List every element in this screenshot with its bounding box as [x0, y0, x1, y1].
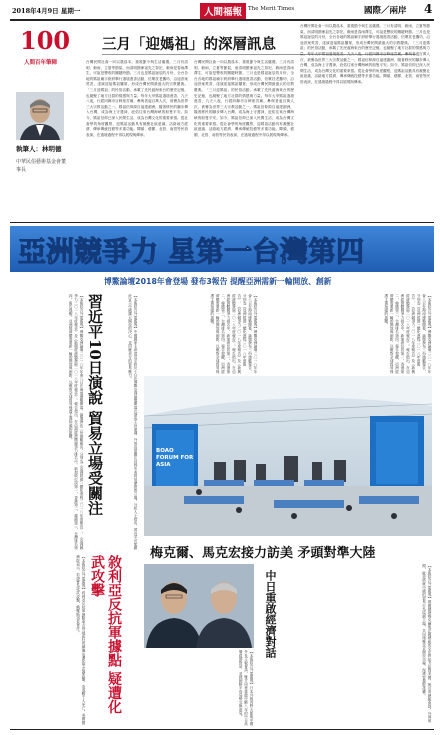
headline-left: 亞洲競爭力 [18, 235, 159, 268]
left-story-body-2: 【本報綜合外電報導】中國國家主席習近平將於十日在博鰲亞洲論壇開幕式發表主旨演講，外界高度關注其對中美貿易摩擦的立場。分析人士指出，習近平可能藉此宣示中國擴大開放的決心，並回應美方的貿易壓力。 [128, 294, 138, 550]
column-title: 三月「迎媽祖」的深層訊息 [102, 36, 276, 53]
photo-caption: BOAO FORUM FOR ASIA [156, 448, 194, 468]
header-rule [10, 19, 434, 21]
column-body-2: 台灣民間社會一向以農爲本，重視節令與生活儀禮。三月有清明、穀雨，立夏等節氣，而清明節係祖先之祭祀，穀雨是春雨澤生，可說是豐收的關鍵時節。三月也是媽祖誕辰的月份，全台各地的媽祖廟宇紛紛舉行遶境進香活動，信眾扶老攜幼，沿途設案焚香，虔誠迎接媽祖鑾駕，形成台灣民間最盛大的宗教慶典。「三月迎媽祖」的民俗活動，承載了先民渡海來台的歷史記憶，也凝聚了地方社群的情感與力量。每年大甲媽祖遶境進香，九天八夜，行經四縣市百餘座宮廟，參與者逾百萬人次，被譽為世界三大宗教活動之一。媽祖信仰源自福建湄洲，隨著移民的腳步傳入台灣，成為海上守護神，庇佑往來台灣海峽的船隻平安。如今，媽祖信仰已深入民間生活，成為台灣文化的重要象徵。從社會學的角度觀察，迎媽祖活動具有凝聚社區意識、活絡地方經濟、傳承傳統技藝等多重功能。陣頭、藝閣、北管、南管等民俗表演，在遶境過程中得以展現與傳承。 [194, 60, 294, 137]
china-headline: 中日重啟經濟對話 [264, 570, 277, 658]
column-body-3: 台灣民間社會一向以農爲本，重視節令與生活儀禮。三月有清明、穀雨，立夏等節氣，而清明節係祖先之祭祀，穀雨是春雨澤生，可說是豐收的關鍵時節。三月也是媽祖誕辰的月份，全台各地的媽祖廟宇紛紛舉行遶境進香活動，信眾扶老攜幼，沿途設案焚香，虔誠迎接媽祖鑾駕，形成台灣民間最盛大的宗教慶典。「三月迎媽祖」的民俗活動，承載了先民渡海來台的歷史記憶，也凝聚了地方社群的情感與力量。每年大甲媽祖遶境進香，九天八夜，行經四縣市百餘座宮廟，參與者逾百萬人次，被譽為世界三大宗教活動之一。媽祖信仰源自福建湄洲，隨著移民的腳步傳入台灣，成為海上守護神，庇佑往來台灣海峽的船隻平安。如今，媽祖信仰已深入民間生活，成為台灣文化的重要象徵。從社會學的角度觀察，迎媽祖活動具有凝聚社區意識、活絡地方經濟、傳承傳統技藝等多重功能。陣頭、藝閣、北管、南管等民俗表演，在遶境過程中得以展現與傳承。 [300, 24, 430, 84]
paper-logo-en: The Merit Times [248, 6, 295, 12]
merkel-body: 【本報綜合外電報導】德國總理梅克爾與法國總統馬克宏將接力訪問美國，與川普總統會談。外界預期，歐美將就中國的貿易行為協調立場，共同施壓北京開放市場、保護智慧財產權。 [422, 564, 432, 723]
page-number: 4 [424, 2, 433, 16]
headline-banner [10, 226, 434, 272]
left-story-headline: 習近平10日演說 貿易立場受關注 [86, 294, 104, 516]
merkel-headline: 梅克爾、馬克宏接力訪美 矛頭對準大陸 [150, 546, 376, 561]
main-photo [144, 376, 432, 536]
section-divider [10, 222, 434, 223]
left-story-body: 【本報綜合外電報導】博鰲亞洲論壇二〇一八年年會八日在海南博鰲開幕，論壇發布三份旗艦報告，分別為《亞洲經濟一體化進程二〇一八年度報告》、《亞洲競爭力二〇一八年度報告》及《新興經濟體發展二〇一八年度報告》。報告指出，在亞洲經濟體競爭力排名中，新加坡位居第一，香港第二，韓國第三，台灣排名第四。報告提醒，亞洲經濟體需要新一輪的開放與創新，以應對全球貿易保護主義抬頭的挑戰。 [69, 294, 84, 550]
logo-number: 100 [20, 26, 71, 55]
column-logo [12, 24, 90, 70]
section-label: 國際／兩岸 [364, 6, 407, 16]
leaders-photo [144, 564, 254, 648]
issue-date: 2018年4月9日 星期一 [12, 7, 81, 15]
syria-headline: 敘利亞反抗軍據點 疑遭化武攻擊 [89, 555, 122, 714]
main-story-body-right: 【本報綜合外電報導】博鰲亞洲論壇二〇一八年年會八日在海南博鰲開幕，論壇發布三份旗艦報告，分別為《亞洲經濟一體化進程二〇一八年度報告》、《亞洲競爭力二〇一八年度報告》及《新興經濟體發展二〇一八年度報告》。報告指出，在亞洲經濟體競爭力排名中，新加坡位居第一，香港第二，韓國第三，台灣排名第四。報告提醒，亞洲經濟體需要新一輪的開放與創新，以應對全球貿易保護主義抬頭的挑戰。 [384, 294, 432, 374]
author-photo [16, 92, 64, 140]
author-label: 執筆人：林明德 [16, 145, 62, 153]
column-body-1: 台灣民間社會一向以農爲本，重視節令與生活儀禮。三月有清明、穀雨，立夏等節氣，而清明節係祖先之祭祀，穀雨是春雨澤生，可說是豐收的關鍵時節。三月也是媽祖誕辰的月份，全台各地的媽祖廟宇紛紛舉行遶境進香活動，信眾扶老攜幼，沿途設案焚香，虔誠迎接媽祖鑾駕，形成台灣民間最盛大的宗教慶典。「三月迎媽祖」的民俗活動，承載了先民渡海來台的歷史記憶，也凝聚了地方社群的情感與力量。每年大甲媽祖遶境進香，九天八夜，行經四縣市百餘座宮廟，參與者逾百萬人次，被譽為世界三大宗教活動之一。媽祖信仰源自福建湄洲，隨著移民的腳步傳入台灣，成為海上守護神，庇佑往來台灣海峽的船隻平安。如今，媽祖信仰已深入民間生活，成為台灣文化的重要象徵。從社會學的角度觀察，迎媽祖活動具有凝聚社區意識、活絡地方經濟、傳承傳統技藝等多重功能。陣頭、藝閣、北管、南管等民俗表演，在遶境過程中得以展現與傳承。 [86, 60, 188, 137]
syria-headline-block [88, 555, 140, 725]
headline-right: 星第一台灣第四 [168, 235, 365, 268]
paper-logo: 人間福報 [200, 3, 246, 19]
subheadline: 博鰲論壇2018年會登場 發布3報告 提醒亞洲需新一輪開放、創新 [104, 277, 332, 286]
main-story-body: 【本報綜合外電報導】博鰲亞洲論壇二〇一八年年會八日在海南博鰲開幕，論壇發布三份旗艦報告，分別為《亞洲經濟一體化進程二〇一八年度報告》、《亞洲競爭力二〇一八年度報告》及《新興經濟體發展二〇一八年度報告》。報告指出，在亞洲經濟體競爭力排名中，新加坡位居第一，香港第二，韓國第三，台灣排名第四。報告提醒，亞洲經濟體需要新一輪的開放與創新，以應對全球貿易保護主義抬頭的挑戰。 [210, 294, 258, 374]
footer-rule [10, 729, 434, 730]
author-bio: 中華民俗藝術基金會董事長 [16, 159, 67, 173]
syria-body: 【本報綜合外電報導】敘利亞反抗軍據點東古塔地區杜馬鎮傳出遭化學武器攻擊，造成數十人死亡。美國國務院表示，若證實為化武攻擊，俄羅斯須負責任。 [76, 555, 86, 725]
logo-caption: 人間百年筆陣 [24, 60, 58, 66]
china-body: 【本報綜合外電報導】日本外相河野太郎與中國外長王毅會談，雙方同意重啟中斷八年的中日高層經濟對話，並就朝鮮半島局勢交換意見。 [239, 650, 254, 726]
masthead [12, 4, 432, 18]
